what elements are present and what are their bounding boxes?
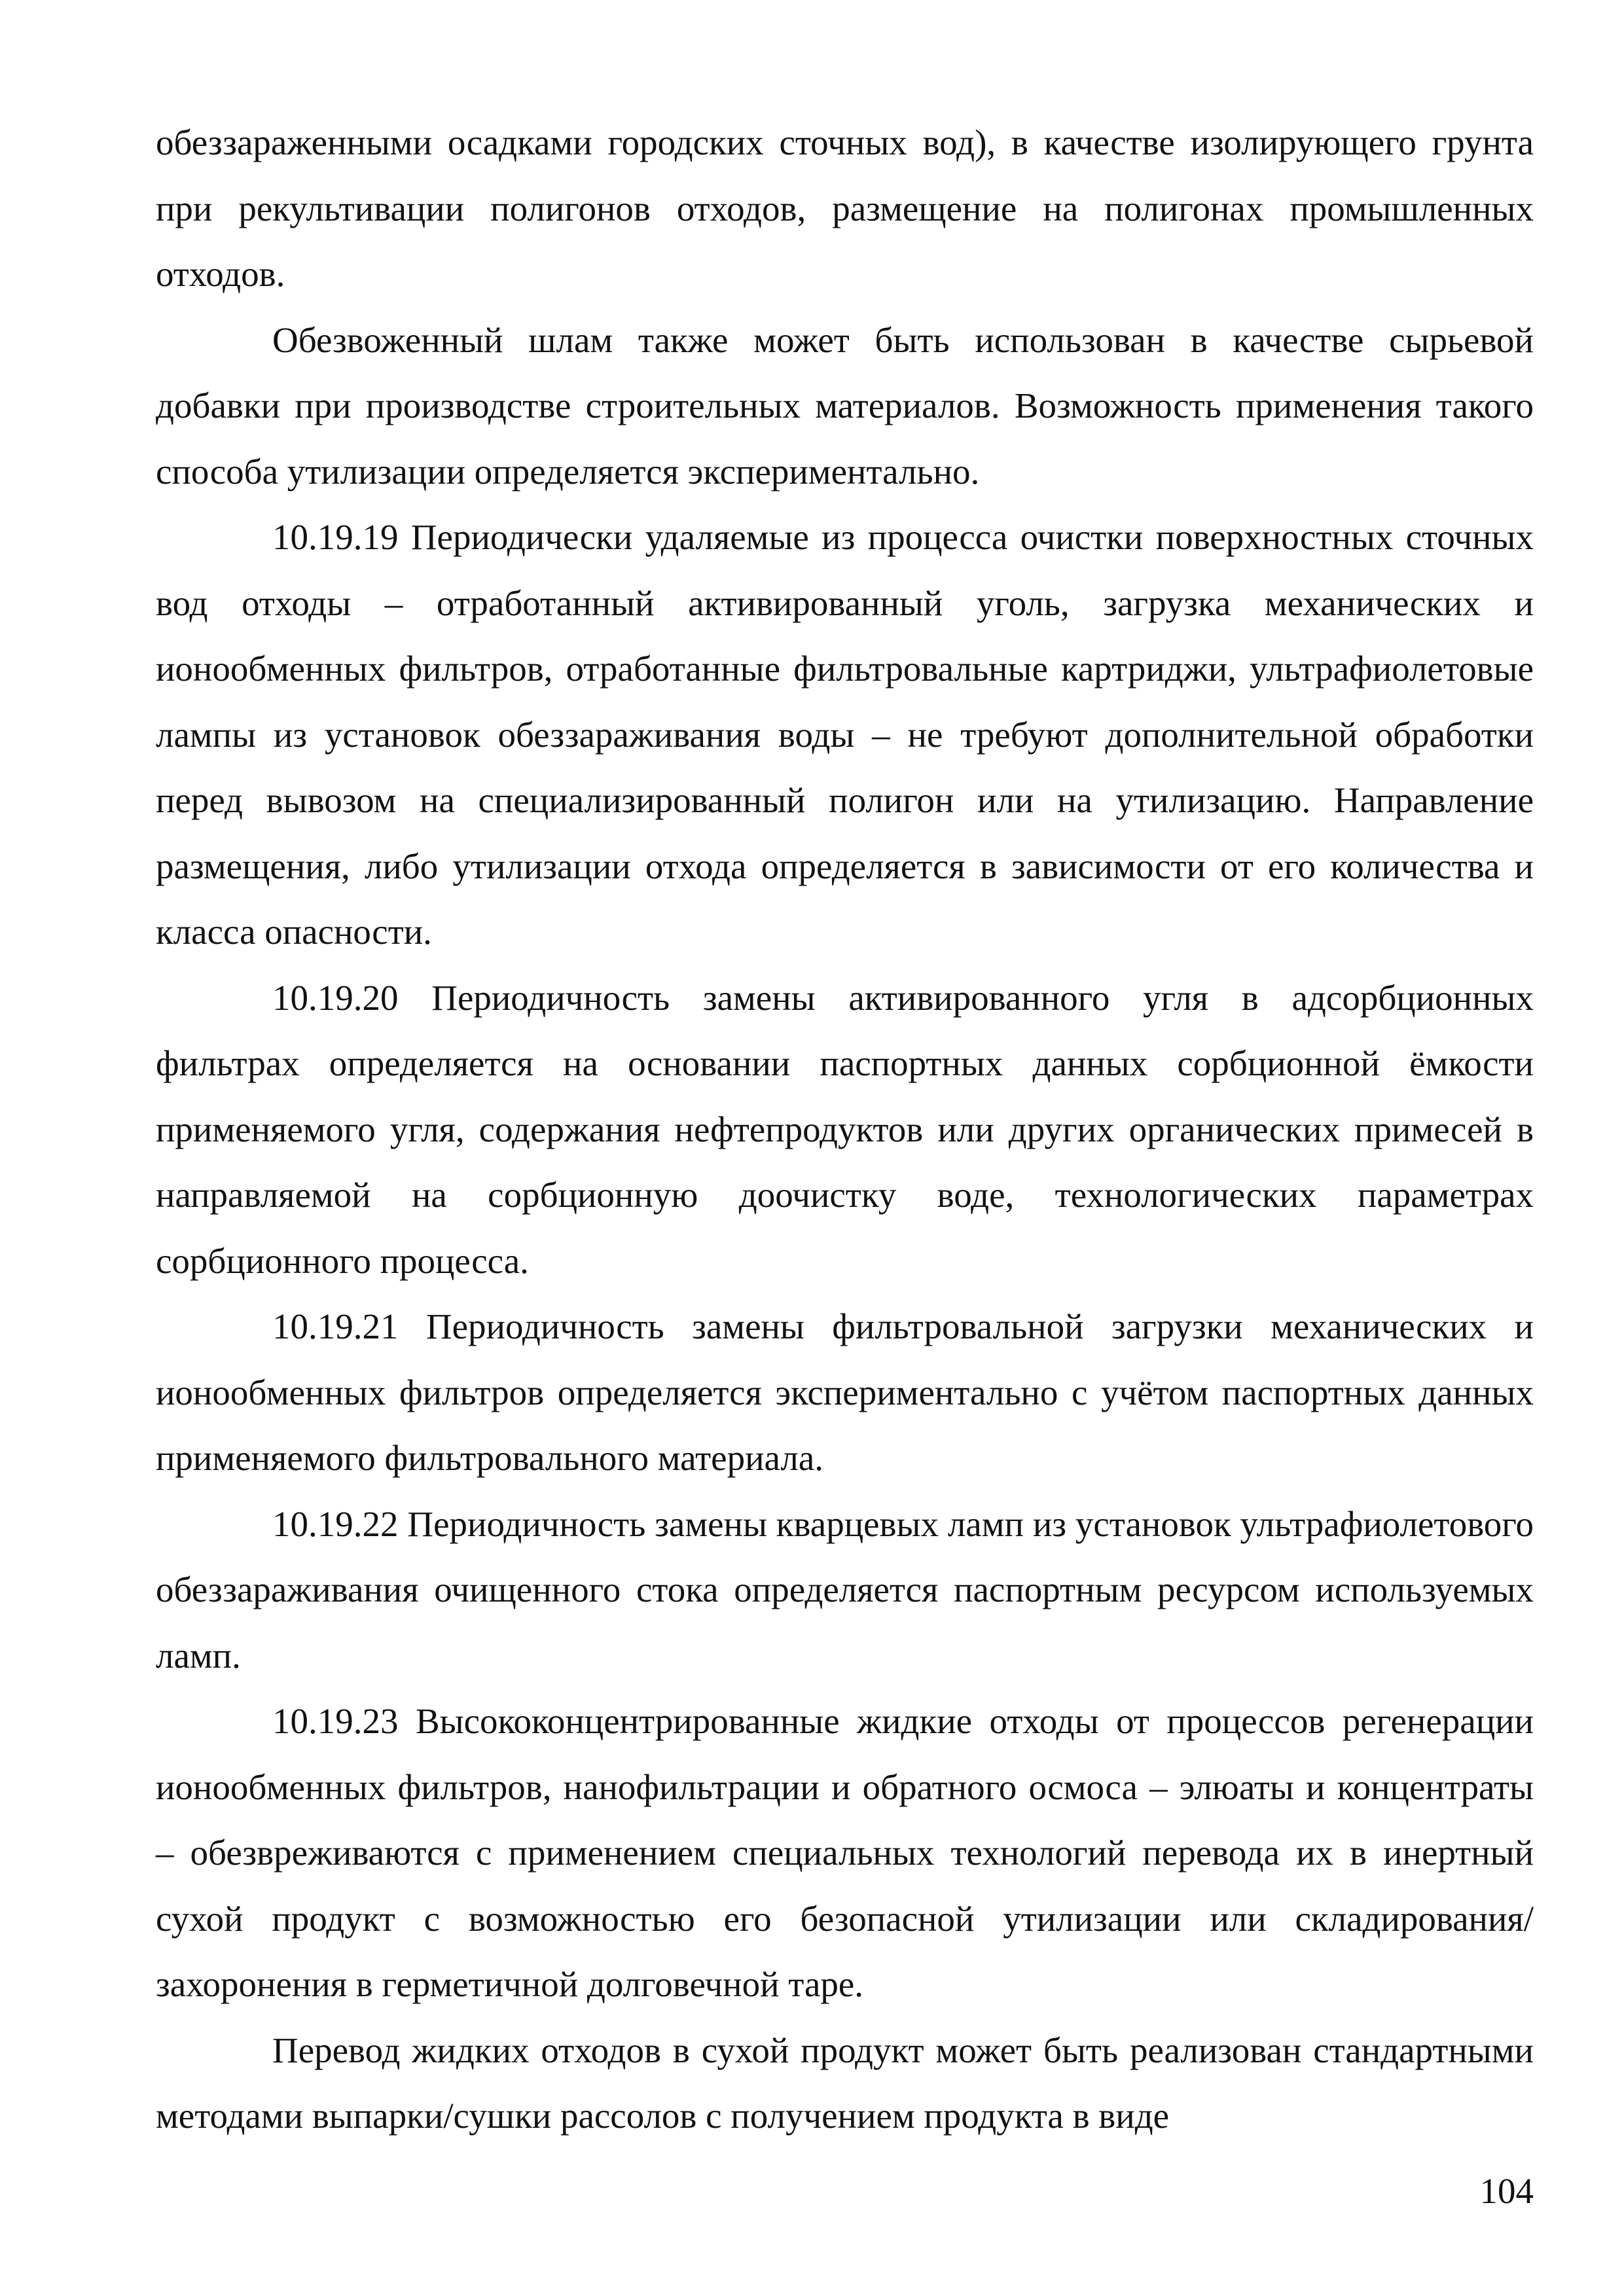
paragraph-10-19-20: 10.19.20 Периодичность замены активированного угля в адсорбционных фильтрах определяется на основании паспортных данных сорбционной ёмкости применяемого угля, содержания нефтепродуктов или других органических примесей в направляемой на сорбционную доочистку воде, технологических параметрах сорбционного процесса.: [156, 977, 1534, 1281]
paragraph-dewatered-sludge: Обезвоженный шлам также может быть использован в качестве сырьевой добавки при производстве строительных материалов. Возможность применения такого способа утилизации определяется экспериментально.: [156, 319, 1534, 492]
paragraph-continuation: обеззараженными осадками городских сточных вод), в качестве изолирующего грунта при рекультивации полигонов отходов, размещение на полигонах промышленных отходов.: [156, 122, 1534, 294]
paragraph-10-19-19: 10.19.19 Периодически удаляемые из процесса очистки поверхностных сточных вод отходы – отработанный активированный уголь, загрузка механических и ионообменных фильтров, отработанные фильтровальные картриджи, ультрафиолетовые лампы из установок обеззараживания воды – не требуют дополнительной обработки перед вывозом на специализированный полигон или на утилизацию. Направление размещения, либо утилизации отхода определяется в зависимости от его количества и класса опасности.: [156, 517, 1534, 952]
body-text: [156, 110, 1534, 2149]
paragraph-liquid-waste-conversion: Перевод жидких отходов в сухой продукт может быть реализован стандартными методами выпарки/сушки рассолов с получением продукта в виде: [156, 2030, 1534, 2136]
paragraph-10-19-23: 10.19.23 Высококонцентрированные жидкие отходы от процессов регенерации ионообменных фильтров, нанофильтрации и обратного осмоса – элюаты и концентраты – обезвреживаются с применением специальных технологий перевода их в инертный сухой продукт с возможностью его безопасной утилизации или складирования/захоронения в герметичной долговечной таре.: [156, 1701, 1534, 2004]
page-number: 104: [1479, 2171, 1534, 2211]
paragraph-10-19-21: 10.19.21 Периодичность замены фильтровальной загрузки механических и ионообменных фильтров определяется экспериментально с учётом паспортных данных применяемого фильтровального материала.: [156, 1306, 1534, 1478]
paragraph-10-19-22: 10.19.22 Периодичность замены кварцевых ламп из установок ультрафиолетового обеззараживания очищенного стока определяется паспортным ресурсом используемых ламп.: [156, 1503, 1534, 1676]
